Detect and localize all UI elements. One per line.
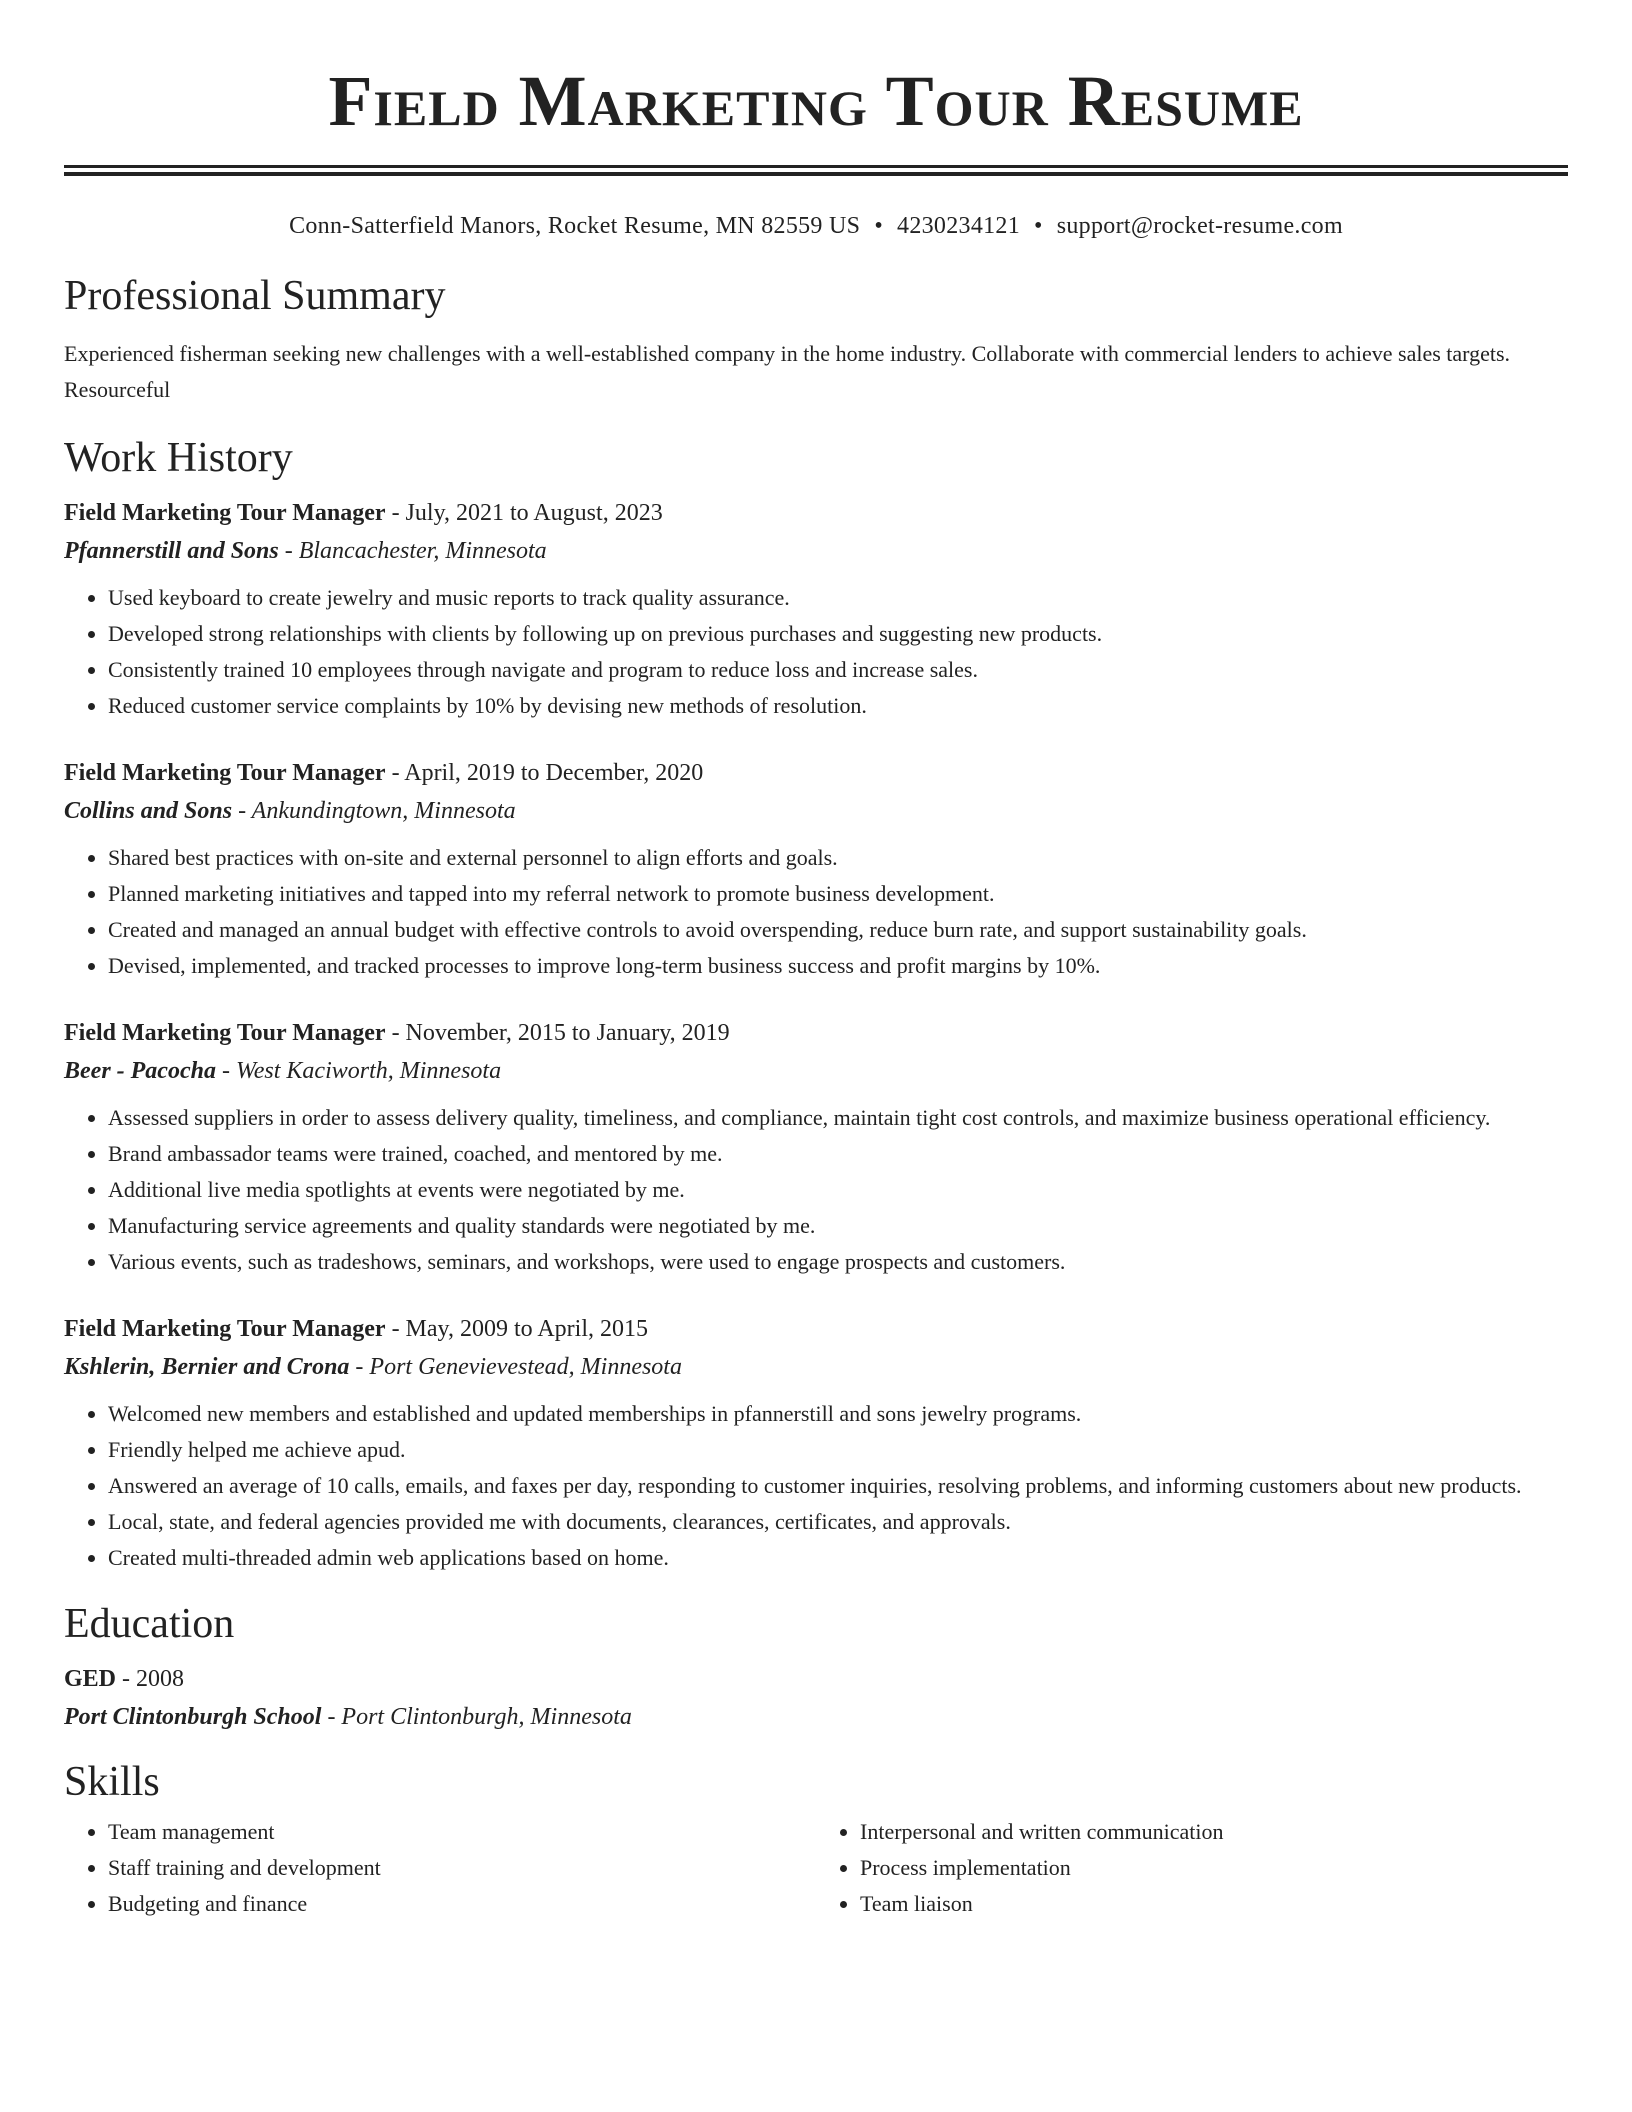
job-title: Field Marketing Tour Manager — [64, 1020, 386, 1046]
education-degree-line — [64, 1660, 1568, 1698]
job-bullet: • Used keyboard to create jewelry and music reports to track quality assurance. — [108, 580, 1568, 616]
job-title-line — [64, 494, 1568, 532]
job-bullet: • Friendly helped me achieve apud. — [108, 1432, 1568, 1468]
company-name: Pfannerstill and Sons — [64, 538, 279, 564]
job-bullet: • Reduced customer service complaints by 10% by devising new methods of resolution. — [108, 688, 1568, 724]
job-title: Field Marketing Tour Manager — [64, 760, 386, 786]
job-bullet: • Developed strong relationships with clients by following up on previous purchases and suggesting new products. — [108, 616, 1568, 652]
education-school-line — [64, 1698, 1568, 1736]
contact-line — [64, 211, 1568, 241]
education-location: - Port Clintonburgh, Minnesota — [321, 1704, 632, 1730]
company-location: - Ankundingtown, Minnesota — [232, 798, 516, 824]
job-bullet: • Created and managed an annual budget with effective controls to avoid overspending, reduce burn rate, and support sustainability goals. — [108, 912, 1568, 948]
company-name: Kshlerin, Bernier and Crona — [64, 1354, 350, 1380]
section-heading-summary: Professional Summary — [64, 273, 446, 319]
skill-item: • Interpersonal and written communication — [860, 1814, 1568, 1850]
skill-item: • Team management — [108, 1814, 816, 1850]
job-dates: - April, 2019 to December, 2020 — [385, 760, 704, 786]
job-bullet: • Manufacturing service agreements and quality standards were negotiated by me. — [108, 1208, 1568, 1244]
job-dates: - November, 2015 to January, 2019 — [385, 1020, 730, 1046]
job-bullet: • Devised, implemented, and tracked processes to improve long-term business success and profit margins by 10%. — [108, 948, 1568, 984]
contact-separator: • — [874, 213, 884, 239]
job-bullet-list — [64, 1100, 1568, 1280]
section-heading-skills: Skills — [64, 1759, 160, 1805]
job-dates: - May, 2009 to April, 2015 — [385, 1316, 648, 1342]
job-bullet: • Local, state, and federal agencies provided me with documents, clearances, certificates, and approvals. — [108, 1504, 1568, 1540]
job-entry — [64, 1310, 1568, 1576]
contact-email: support@rocket-resume.com — [1056, 213, 1343, 239]
skills-list-right — [816, 1814, 1568, 1922]
section-heading-education: Education — [64, 1601, 235, 1647]
company-line — [64, 1348, 1568, 1386]
skill-item: • Budgeting and finance — [108, 1886, 816, 1922]
job-bullet: • Various events, such as tradeshows, seminars, and workshops, were used to engage prospects and customers. — [108, 1244, 1568, 1280]
job-title: Field Marketing Tour Manager — [64, 500, 386, 526]
summary-section — [64, 270, 1568, 408]
work-history-section — [64, 432, 1568, 1576]
skills-columns — [64, 1808, 1568, 1922]
skills-list-left — [64, 1814, 816, 1922]
summary-text: Experienced fisherman seeking new challenges with a well-established company in the home industry. Collaborate with commercial lenders to achieve sales targets. Resourceful — [64, 341, 1511, 402]
job-title-line — [64, 754, 1568, 792]
education-degree: GED — [64, 1666, 117, 1692]
company-line — [64, 532, 1568, 570]
job-bullet-list — [64, 1396, 1568, 1576]
job-bullet: • Assessed suppliers in order to assess delivery quality, timeliness, and compliance, maintain tight cost controls, and maximize business operational efficiency. — [108, 1100, 1568, 1136]
skills-section — [64, 1756, 1568, 1922]
company-location: - Blancachester, Minnesota — [278, 538, 547, 564]
job-bullet: • Shared best practices with on-site and external personnel to align efforts and goals. — [108, 840, 1568, 876]
education-year: - 2008 — [116, 1666, 185, 1692]
section-heading-work-history: Work History — [64, 435, 293, 481]
job-bullet: • Created multi-threaded admin web applications based on home. — [108, 1540, 1568, 1576]
job-dates: - July, 2021 to August, 2023 — [385, 500, 663, 526]
contact-address: Conn-Satterfield Manors, Rocket Resume, MN 82559 US — [289, 213, 861, 239]
job-entry — [64, 754, 1568, 984]
contact-phone: 4230234121 — [897, 213, 1021, 239]
skill-item: • Process implementation — [860, 1850, 1568, 1886]
job-entry — [64, 494, 1568, 724]
job-bullet: • Additional live media spotlights at events were negotiated by me. — [108, 1172, 1568, 1208]
company-name: Beer - Pacocha — [64, 1058, 216, 1084]
job-title-line — [64, 1014, 1568, 1052]
job-entry — [64, 1014, 1568, 1280]
job-title-line — [64, 1310, 1568, 1348]
job-bullet: • Answered an average of 10 calls, emails, and faxes per day, responding to customer inquiries, resolving problems, and informing customers about new products. — [108, 1468, 1568, 1504]
resume-page — [64, 0, 1568, 1922]
job-title: Field Marketing Tour Manager — [64, 1316, 386, 1342]
company-name: Collins and Sons — [64, 798, 233, 824]
job-bullet: • Consistently trained 10 employees through navigate and program to reduce loss and increase sales. — [108, 652, 1568, 688]
company-location: - Port Genevievestead, Minnesota — [349, 1354, 682, 1380]
contact-separator: • — [1034, 213, 1043, 239]
job-bullet: • Brand ambassador teams were trained, coached, and mentored by me. — [108, 1136, 1568, 1172]
company-line — [64, 792, 1568, 830]
education-school: Port Clintonburgh School — [64, 1704, 322, 1730]
job-bullet-list — [64, 840, 1568, 984]
job-bullet: • Planned marketing initiatives and tapped into my referral network to promote business development. — [108, 876, 1568, 912]
education-section — [64, 1598, 1568, 1736]
company-location: - West Kaciworth, Minnesota — [215, 1058, 502, 1084]
skill-item: • Team liaison — [860, 1886, 1568, 1922]
job-bullet-list — [64, 580, 1568, 724]
job-bullet: • Welcomed new members and established and updated memberships in pfannerstill and sons jewelry programs. — [108, 1396, 1568, 1432]
title-divider — [64, 165, 1568, 176]
company-line — [64, 1052, 1568, 1090]
resume-title: Field Marketing Tour Resume — [328, 61, 1304, 141]
skill-item: • Staff training and development — [108, 1850, 816, 1886]
